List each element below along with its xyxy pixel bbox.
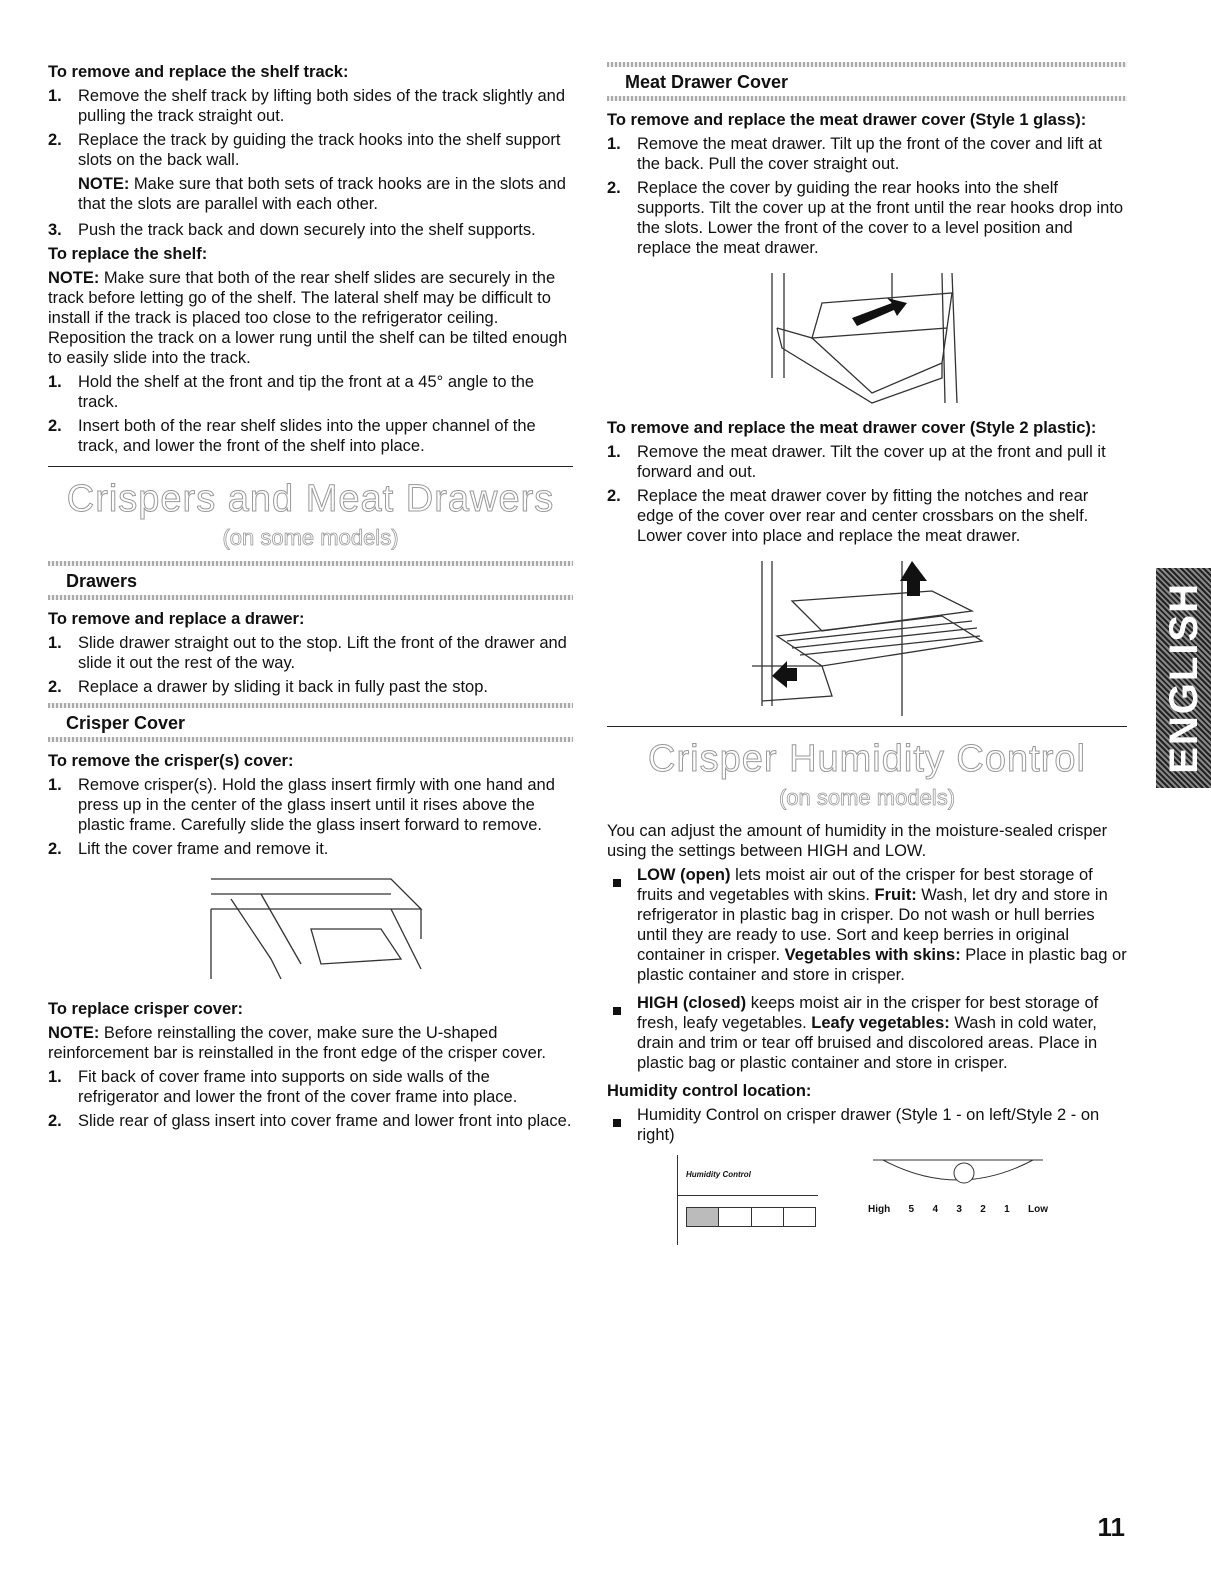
drawer-heading: To remove and replace a drawer: [48, 610, 305, 628]
shelf-track-heading: To remove and replace the shelf track: [48, 63, 349, 81]
note: NOTE: Make sure that both of the rear shelf slides are securely in the track before letting go of the shelf. The lateral shelf may be difficult to install if the track is placed too close to the refrigerator ceiling. Reposition the track on a lower rung until the shelf can be tilted enough to easily slide into the track. [48, 269, 568, 367]
humidity-control-illustrations [677, 1155, 1127, 1245]
list-item: 2. Lift the cover frame and remove it. [48, 840, 329, 858]
section-subtitle: (on some models) [778, 785, 956, 810]
subhead-band [48, 703, 573, 743]
section-title: Crispers and Meat Drawers [66, 478, 555, 520]
replace-shelf-heading: To replace the shelf: [48, 245, 208, 263]
list-item: 1. Fit back of cover frame into supports on side walls of the refrigerator and lower the front of the cover frame into place. [48, 1068, 518, 1106]
crisper-cover-illustration [191, 869, 431, 989]
left-column [48, 62, 573, 1135]
meat-drawer-glass-illustration [762, 268, 972, 408]
section-title: Crisper Humidity Control [648, 738, 1086, 780]
meat-style1-heading: To remove and replace the meat drawer cover (Style 1 glass): [607, 111, 1087, 129]
page-number: 11 [1097, 1512, 1125, 1542]
divider [607, 726, 1127, 727]
list-item: 2. Replace the meat drawer cover by fitting the notches and rear edge of the cover over rear and center crossbars on the shelf. Lower cover into place and replace the meat drawer. [607, 487, 1089, 545]
humidity-location-heading: Humidity control location: [607, 1082, 812, 1100]
drawers-subhead: Drawers [66, 571, 138, 591]
subhead-band [607, 62, 1127, 102]
divider [48, 466, 573, 467]
language-tab: ENGLISH [1156, 568, 1211, 788]
crisper-cover-subhead: Crisper Cover [66, 713, 186, 733]
meat-drawer-plastic-illustration [742, 556, 992, 716]
list-item: HIGH (closed) keeps moist air in the crisper for best storage of fresh, leafy vegetables. Leafy vegetables: Wash in cold water, drain and trim or tear off bruised and discolored areas. Place in plastic bag or plastic container and store in crisper. [607, 993, 1127, 1073]
list-item: LOW (open) lets moist air out of the crisper for best storage of fruits and vegetables with skins. Fruit: Wash, let dry and store in refrigerator in plastic bag in crisper. Do not wash or hull berries until they are ready to use. Sort and keep berries in original container in crisper. Vegetables with skins: Place in plastic bag or plastic container and store in crisper. [607, 865, 1127, 985]
note: NOTE: Before reinstalling the cover, make sure the U-shaped reinforcement bar is reinstalled in the front edge of the crisper cover. [48, 1024, 547, 1062]
list-item: 1. Hold the shelf at the front and tip the front at a 45° angle to the track. [48, 373, 535, 411]
meat-style2-heading: To remove and replace the meat drawer cover (Style 2 plastic): [607, 419, 1097, 437]
humidity-intro: You can adjust the amount of humidity in the moisture-sealed crisper using the settings between HIGH and LOW. [607, 822, 1108, 860]
note: NOTE: Make sure that both sets of track hooks are in the slots and that the slots are parallel with each other. [78, 175, 566, 213]
right-column [607, 62, 1127, 1245]
list-item: 2. Replace the cover by guiding the rear hooks into the shelf supports. Tilt the cover up at the front until the rear hooks drop into the slots. Lower the front of the cover to a level position and replace the meat drawer. [607, 179, 1124, 257]
list-item: 2. Slide rear of glass insert into cover frame and lower front into place. [48, 1112, 572, 1130]
crisper-remove-heading: To remove the crisper(s) cover: [48, 752, 294, 770]
list-item: 2. Insert both of the rear shelf slides into the upper channel of the track, and lower the front of the shelf into place. [48, 417, 536, 455]
list-item: 1. Remove the meat drawer. Tilt up the front of the cover and lift at the back. Pull the cover straight out. [607, 135, 1102, 173]
list-item: Humidity Control on crisper drawer (Style 1 - on left/Style 2 - on right) [607, 1105, 1127, 1145]
list-item: 1. Remove crisper(s). Hold the glass insert firmly with one hand and press up in the center of the glass insert until it rises above the plastic frame. Carefully slide the glass insert forward to remove. [48, 776, 555, 834]
meat-drawer-subhead: Meat Drawer Cover [625, 72, 789, 92]
crisper-replace-heading: To replace crisper cover: [48, 1000, 244, 1018]
list-item: 2. Replace the track by guiding the track hooks into the shelf support slots on the back wall. [48, 131, 561, 169]
subhead-band [48, 561, 573, 601]
list-item: 1. Remove the meat drawer. Tilt the cover up at the front and pull it forward and out. [607, 443, 1106, 481]
list-item: 1. Slide drawer straight out to the stop. Lift the front of the drawer and slide it out the rest of the way. [48, 634, 567, 672]
humidity-dial-illustration: High 5 4 3 2 1 Low [868, 1155, 1048, 1245]
list-item: 1. Remove the shelf track by lifting both sides of the track slightly and pulling the track straight out. [48, 87, 565, 125]
list-item: 3. Push the track back and down securely into the shelf supports. [48, 221, 536, 239]
list-item: 2. Replace a drawer by sliding it back in fully past the stop. [48, 678, 488, 696]
humidity-slider-illustration: Humidity Control [677, 1155, 828, 1245]
section-subtitle: (on some models) [222, 525, 399, 550]
